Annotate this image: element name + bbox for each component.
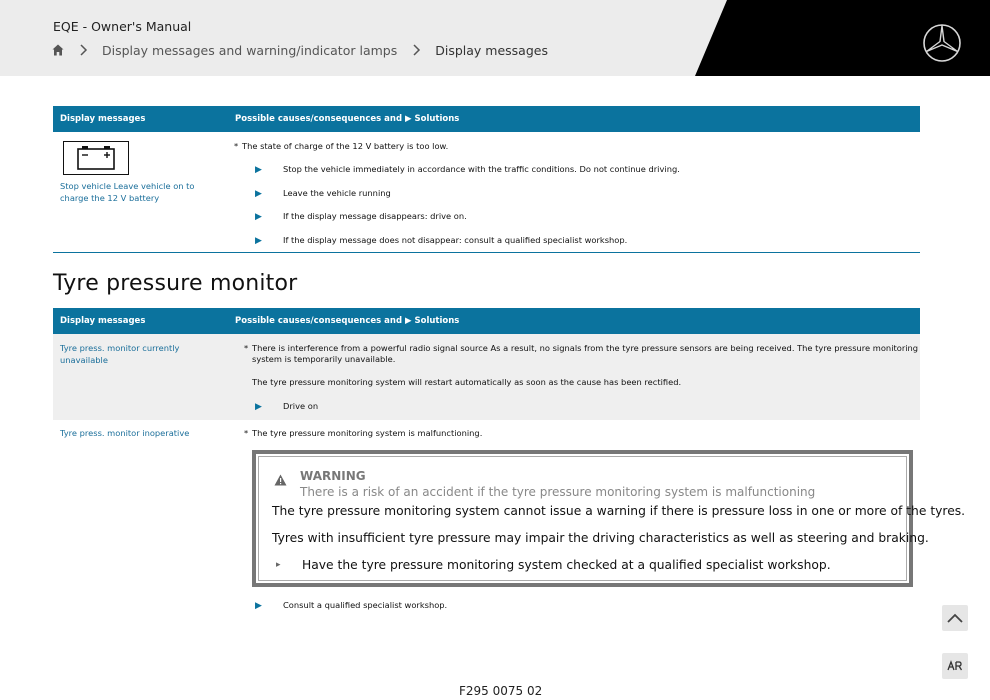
step-arrow-icon: ▶	[255, 601, 262, 611]
cause-line-2: system is temporarily unavailable.	[252, 354, 396, 364]
chevron-right-icon	[78, 44, 88, 56]
warning-line-1: The tyre pressure monitoring system cannot issue a warning if there is pressure loss in one or more of the tyres.	[272, 504, 966, 518]
bullet-star: *	[244, 428, 249, 438]
step-arrow-icon: ▶	[255, 189, 262, 199]
chevron-up-icon	[947, 613, 963, 623]
battery-cause-text: The state of charge of the 12 V battery is too low.	[242, 141, 449, 151]
battery-step-3: If the display message disappears: drive on.	[283, 211, 467, 221]
page-header	[0, 0, 990, 76]
image-reference-code: F295 0075 02	[459, 684, 543, 698]
table-header	[53, 106, 920, 132]
tyre-restart-note: The tyre pressure monitoring system will restart automatically as soon as the cause has been rectified.	[252, 377, 682, 387]
battery-step-1: Stop the vehicle immediately in accordance with the traffic conditions. Do not continue driving.	[283, 164, 680, 174]
battery-step-4: If the display message does not disappear: consult a qualified specialist workshop.	[283, 235, 628, 245]
manual-title: EQE - Owner's Manual	[53, 19, 192, 34]
scroll-to-top-button[interactable]	[942, 605, 968, 631]
battery-icon	[63, 141, 129, 175]
warning-title: WARNING	[300, 469, 366, 483]
table-row	[53, 334, 920, 420]
step-arrow-icon: ▸	[276, 560, 281, 570]
warning-line-2: Tyres with insufficient tyre pressure may impair the driving characteristics as well as steering and braking.	[272, 531, 929, 545]
tyre-step-consult: Consult a qualified specialist workshop.	[283, 600, 448, 610]
breadcrumb-current: Display messages	[435, 42, 548, 58]
section-title: Tyre pressure monitor	[53, 271, 298, 296]
tyre-step-drive-on: Drive on	[283, 401, 319, 411]
step-arrow-icon: ▶	[255, 165, 262, 175]
tyre-inoperative-cause-text: The tyre pressure monitoring system is malfunctioning.	[252, 428, 483, 438]
page-icon	[947, 660, 963, 672]
bullet-star: *	[234, 141, 239, 151]
breadcrumb	[52, 41, 548, 59]
bullet-star: *	[244, 343, 249, 353]
header-display-messages: Display messages	[60, 114, 146, 124]
tyre-inoperative-message: Tyre press. monitor inoperative	[60, 428, 190, 438]
step-arrow-icon: ▶	[255, 402, 262, 412]
warning-step: Have the tyre pressure monitoring system checked at a qualified specialist workshop.	[302, 558, 831, 572]
table-row	[53, 132, 920, 253]
battery-message-text: Stop vehicle Leave vehicle on to charge the 12 V battery	[60, 181, 195, 203]
breadcrumb-link-display-messages-lamps[interactable]: Display messages and warning/indicator lamps	[102, 42, 398, 58]
table-header	[53, 308, 920, 334]
header-causes-solutions: Possible causes/consequences and ▶ Solutions	[235, 316, 460, 326]
step-arrow-icon: ▶	[255, 236, 262, 246]
warning-subtitle: There is a risk of an accident if the tyre pressure monitoring system is malfunctioning	[300, 485, 816, 499]
chevron-right-icon	[411, 44, 421, 56]
warning-triangle-icon	[274, 471, 287, 483]
tyre-unavailable-cause	[244, 343, 922, 365]
mercedes-star-logo	[922, 23, 962, 63]
tyre-unavailable-message: Tyre press. monitor currently unavailable	[60, 343, 180, 365]
step-arrow-icon: ▶	[255, 212, 262, 222]
home-icon[interactable]	[52, 44, 64, 56]
header-display-messages: Display messages	[60, 316, 146, 326]
tyre-inoperative-cause	[244, 428, 912, 438]
battery-cause	[234, 141, 902, 151]
cause-line-1: There is interference from a powerful radio signal source As a result, no signals from the tyre pressure sensors are being received. The tyre pressure monitoring	[252, 343, 919, 353]
page-number-button[interactable]	[942, 653, 968, 679]
battery-step-2: Leave the vehicle running	[283, 188, 391, 198]
warning-box	[252, 450, 966, 587]
battery-message-table	[53, 106, 920, 254]
header-causes-solutions: Possible causes/consequences and ▶ Solutions	[235, 114, 460, 124]
